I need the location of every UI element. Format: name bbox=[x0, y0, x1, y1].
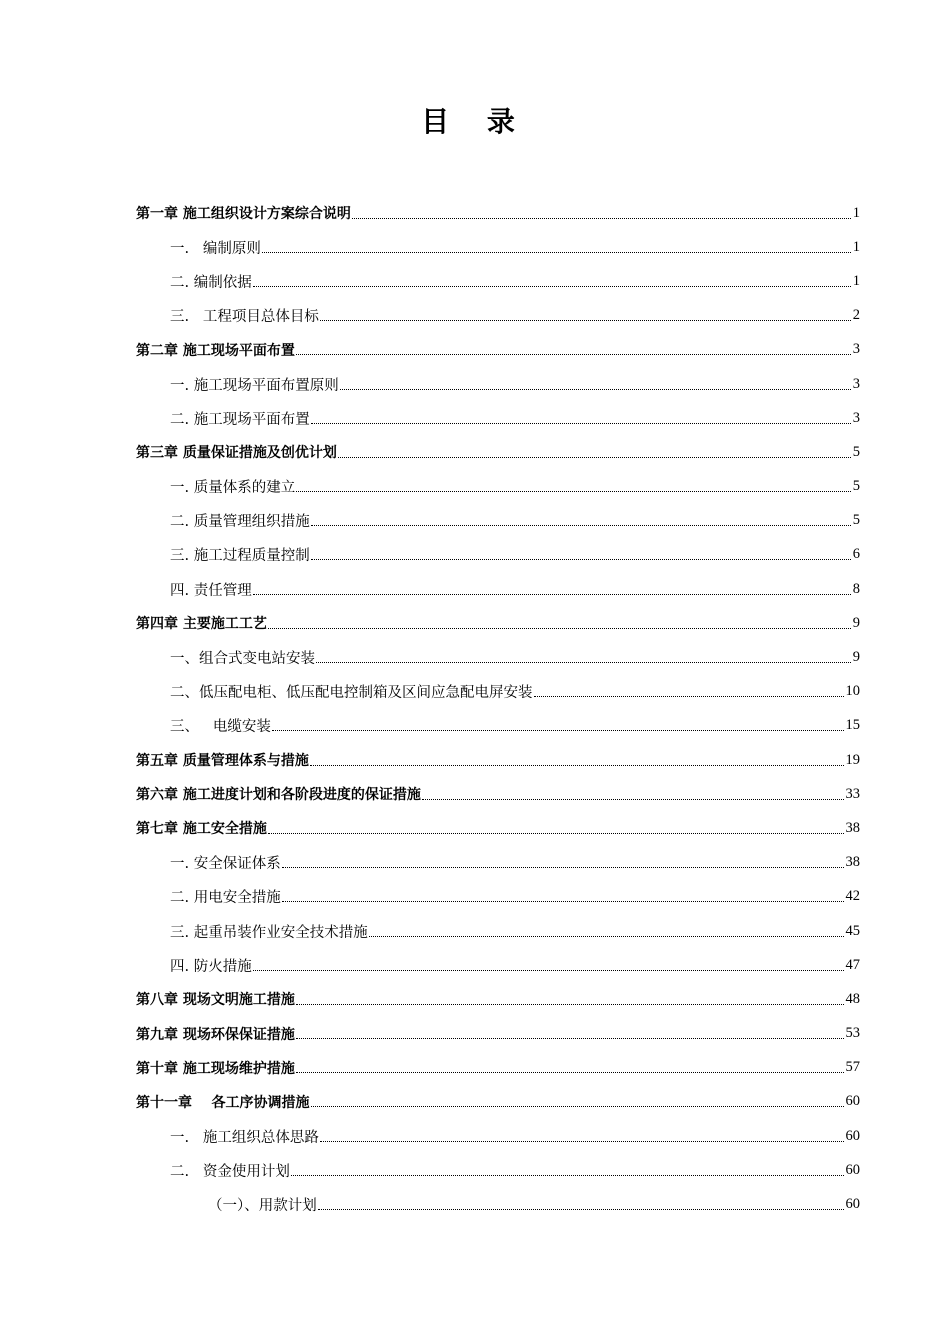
dot-leader bbox=[311, 559, 851, 560]
dot-leader bbox=[268, 833, 844, 834]
dot-leader bbox=[311, 1106, 844, 1107]
toc-entry-page-number: 3 bbox=[852, 409, 860, 426]
toc-entry-label: 二. 施工现场平面布置 bbox=[170, 411, 310, 428]
toc-entry-page-number: 5 bbox=[852, 478, 860, 495]
toc-entry-page-number: 9 bbox=[852, 614, 860, 631]
dot-leader bbox=[253, 970, 844, 971]
dot-leader bbox=[311, 423, 851, 424]
toc-entry-page-number: 5 bbox=[852, 512, 860, 529]
toc-entry-label: 二. 用电安全措施 bbox=[170, 890, 281, 907]
toc-entry[interactable] bbox=[136, 606, 860, 640]
toc-entry-page-number: 53 bbox=[845, 1025, 860, 1042]
dot-leader bbox=[338, 457, 851, 458]
dot-leader bbox=[296, 1038, 844, 1039]
dot-leader bbox=[296, 1072, 844, 1073]
toc-entry-page-number: 1 bbox=[852, 204, 860, 221]
dot-leader bbox=[316, 662, 851, 663]
dot-leader bbox=[296, 354, 851, 355]
toc-entry-label: 第五章 质量管理体系与措施 bbox=[136, 753, 309, 770]
toc-entry[interactable] bbox=[136, 299, 860, 333]
toc-entry[interactable] bbox=[136, 572, 860, 606]
dot-leader bbox=[272, 730, 844, 731]
toc-entry[interactable] bbox=[136, 196, 860, 230]
toc-entry-label: 二. 编制依据 bbox=[170, 274, 252, 291]
toc-entry-label: 第四章 主要施工工艺 bbox=[136, 616, 267, 633]
toc-entry[interactable] bbox=[136, 777, 860, 811]
dot-leader bbox=[291, 1175, 844, 1176]
toc-entry-page-number: 1 bbox=[852, 238, 860, 255]
dot-leader bbox=[422, 799, 844, 800]
toc-entry-page-number: 3 bbox=[852, 375, 860, 392]
dot-leader bbox=[340, 389, 851, 390]
toc-entry-page-number: 33 bbox=[845, 785, 860, 802]
toc-entry[interactable] bbox=[136, 264, 860, 298]
toc-entry[interactable] bbox=[136, 538, 860, 572]
toc-entry-page-number: 5 bbox=[852, 443, 860, 460]
toc-entry[interactable] bbox=[136, 435, 860, 469]
toc-entry-page-number: 38 bbox=[845, 854, 860, 871]
dot-leader bbox=[268, 628, 851, 629]
toc-entry-label: 二、低压配电柜、低压配电控制箱及区间应急配电屏安装 bbox=[170, 685, 533, 702]
dot-leader bbox=[296, 1004, 844, 1005]
toc-entry-label: 一. 编制原则 bbox=[170, 240, 261, 257]
toc-entry[interactable] bbox=[136, 401, 860, 435]
dot-leader bbox=[262, 252, 851, 253]
toc-entry[interactable] bbox=[136, 470, 860, 504]
toc-entry[interactable] bbox=[136, 1017, 860, 1051]
toc-entry-label: 四. 防火措施 bbox=[170, 958, 252, 975]
dot-leader bbox=[311, 525, 851, 526]
toc-entry-label: 一. 安全保证体系 bbox=[170, 856, 281, 873]
dot-leader bbox=[534, 696, 844, 697]
toc-entry[interactable] bbox=[136, 811, 860, 845]
toc-entry-label: 第六章 施工进度计划和各阶段进度的保证措施 bbox=[136, 787, 421, 804]
toc-entry-label: 三、 电缆安装 bbox=[170, 719, 271, 736]
toc-entry-label: 第九章 现场环保保证措施 bbox=[136, 1026, 295, 1043]
toc-entry[interactable] bbox=[136, 504, 860, 538]
toc-entry-label: 一. 质量体系的建立 bbox=[170, 480, 296, 497]
toc-entry-page-number: 9 bbox=[852, 649, 860, 666]
toc-entry-page-number: 8 bbox=[852, 580, 860, 597]
toc-entry-page-number: 48 bbox=[845, 990, 860, 1007]
toc-entry-page-number: 60 bbox=[845, 1093, 860, 1110]
toc-entry-page-number: 1 bbox=[852, 272, 860, 289]
toc-entry-page-number: 3 bbox=[852, 341, 860, 358]
toc-entry-label: 一. 施工现场平面布置原则 bbox=[170, 377, 339, 394]
toc-entry-page-number: 38 bbox=[845, 819, 860, 836]
toc-entry-page-number: 47 bbox=[845, 956, 860, 973]
toc-entry-page-number: 42 bbox=[845, 888, 860, 905]
toc-entry[interactable] bbox=[136, 948, 860, 982]
toc-entry[interactable] bbox=[136, 675, 860, 709]
toc-entry-page-number: 60 bbox=[845, 1127, 860, 1144]
toc-entry-page-number: 19 bbox=[845, 751, 860, 768]
dot-leader bbox=[282, 901, 844, 902]
toc-entry[interactable] bbox=[136, 1085, 860, 1119]
dot-leader bbox=[318, 1209, 844, 1210]
table-of-contents bbox=[136, 196, 860, 1222]
toc-entry-label: 三. 工程项目总体目标 bbox=[170, 309, 319, 326]
toc-entry-label: 第十一章 各工序协调措施 bbox=[136, 1094, 310, 1111]
toc-entry-label: 第二章 施工现场平面布置 bbox=[136, 342, 295, 359]
page-title: 目 录 bbox=[421, 105, 529, 138]
toc-entry-page-number: 60 bbox=[845, 1161, 860, 1178]
toc-entry-label: 四. 责任管理 bbox=[170, 582, 252, 599]
toc-entry[interactable] bbox=[136, 880, 860, 914]
toc-entry-page-number: 57 bbox=[845, 1059, 860, 1076]
toc-entry-label: 二. 质量管理组织措施 bbox=[170, 514, 310, 531]
toc-entry[interactable] bbox=[136, 1119, 860, 1153]
dot-leader bbox=[320, 320, 851, 321]
toc-entry-label: 三. 施工过程质量控制 bbox=[170, 548, 310, 565]
toc-entry-page-number: 10 bbox=[845, 683, 860, 700]
toc-entry[interactable] bbox=[136, 982, 860, 1016]
dot-leader bbox=[296, 491, 851, 492]
dot-leader bbox=[253, 286, 851, 287]
toc-entry-label: 第三章 质量保证措施及创优计划 bbox=[136, 445, 337, 462]
toc-entry-label: 二. 资金使用计划 bbox=[170, 1163, 290, 1180]
toc-entry[interactable] bbox=[136, 367, 860, 401]
toc-entry[interactable] bbox=[136, 846, 860, 880]
toc-entry-label: 第十章 施工现场维护措施 bbox=[136, 1060, 295, 1077]
toc-entry-label: 第一章 施工组织设计方案综合说明 bbox=[136, 206, 351, 223]
dot-leader bbox=[320, 1141, 844, 1142]
dot-leader bbox=[310, 765, 844, 766]
toc-entry-page-number: 45 bbox=[845, 922, 860, 939]
toc-entry[interactable] bbox=[136, 1187, 860, 1221]
toc-entry-page-number: 6 bbox=[852, 546, 860, 563]
toc-entry[interactable] bbox=[136, 1153, 860, 1187]
dot-leader bbox=[369, 936, 844, 937]
toc-entry-label: 一. 施工组织总体思路 bbox=[170, 1129, 319, 1146]
dot-leader bbox=[282, 867, 844, 868]
toc-entry-page-number: 2 bbox=[852, 307, 860, 324]
toc-entry-label: 一、组合式变电站安装 bbox=[170, 651, 315, 668]
toc-entry-label: （一）、用款计划 bbox=[208, 1198, 317, 1215]
toc-entry[interactable] bbox=[136, 709, 860, 743]
toc-entry-page-number: 15 bbox=[845, 717, 860, 734]
dot-leader bbox=[352, 218, 851, 219]
toc-entry[interactable] bbox=[136, 914, 860, 948]
dot-leader bbox=[253, 594, 851, 595]
toc-entry[interactable] bbox=[136, 743, 860, 777]
toc-entry-page-number: 60 bbox=[845, 1196, 860, 1213]
toc-entry[interactable] bbox=[136, 1051, 860, 1085]
toc-entry-label: 第七章 施工安全措施 bbox=[136, 821, 267, 838]
toc-entry[interactable] bbox=[136, 333, 860, 367]
toc-entry-label: 第八章 现场文明施工措施 bbox=[136, 992, 295, 1009]
toc-entry-label: 三. 起重吊装作业安全技术措施 bbox=[170, 924, 368, 941]
toc-entry[interactable] bbox=[136, 230, 860, 264]
toc-entry[interactable] bbox=[136, 640, 860, 674]
